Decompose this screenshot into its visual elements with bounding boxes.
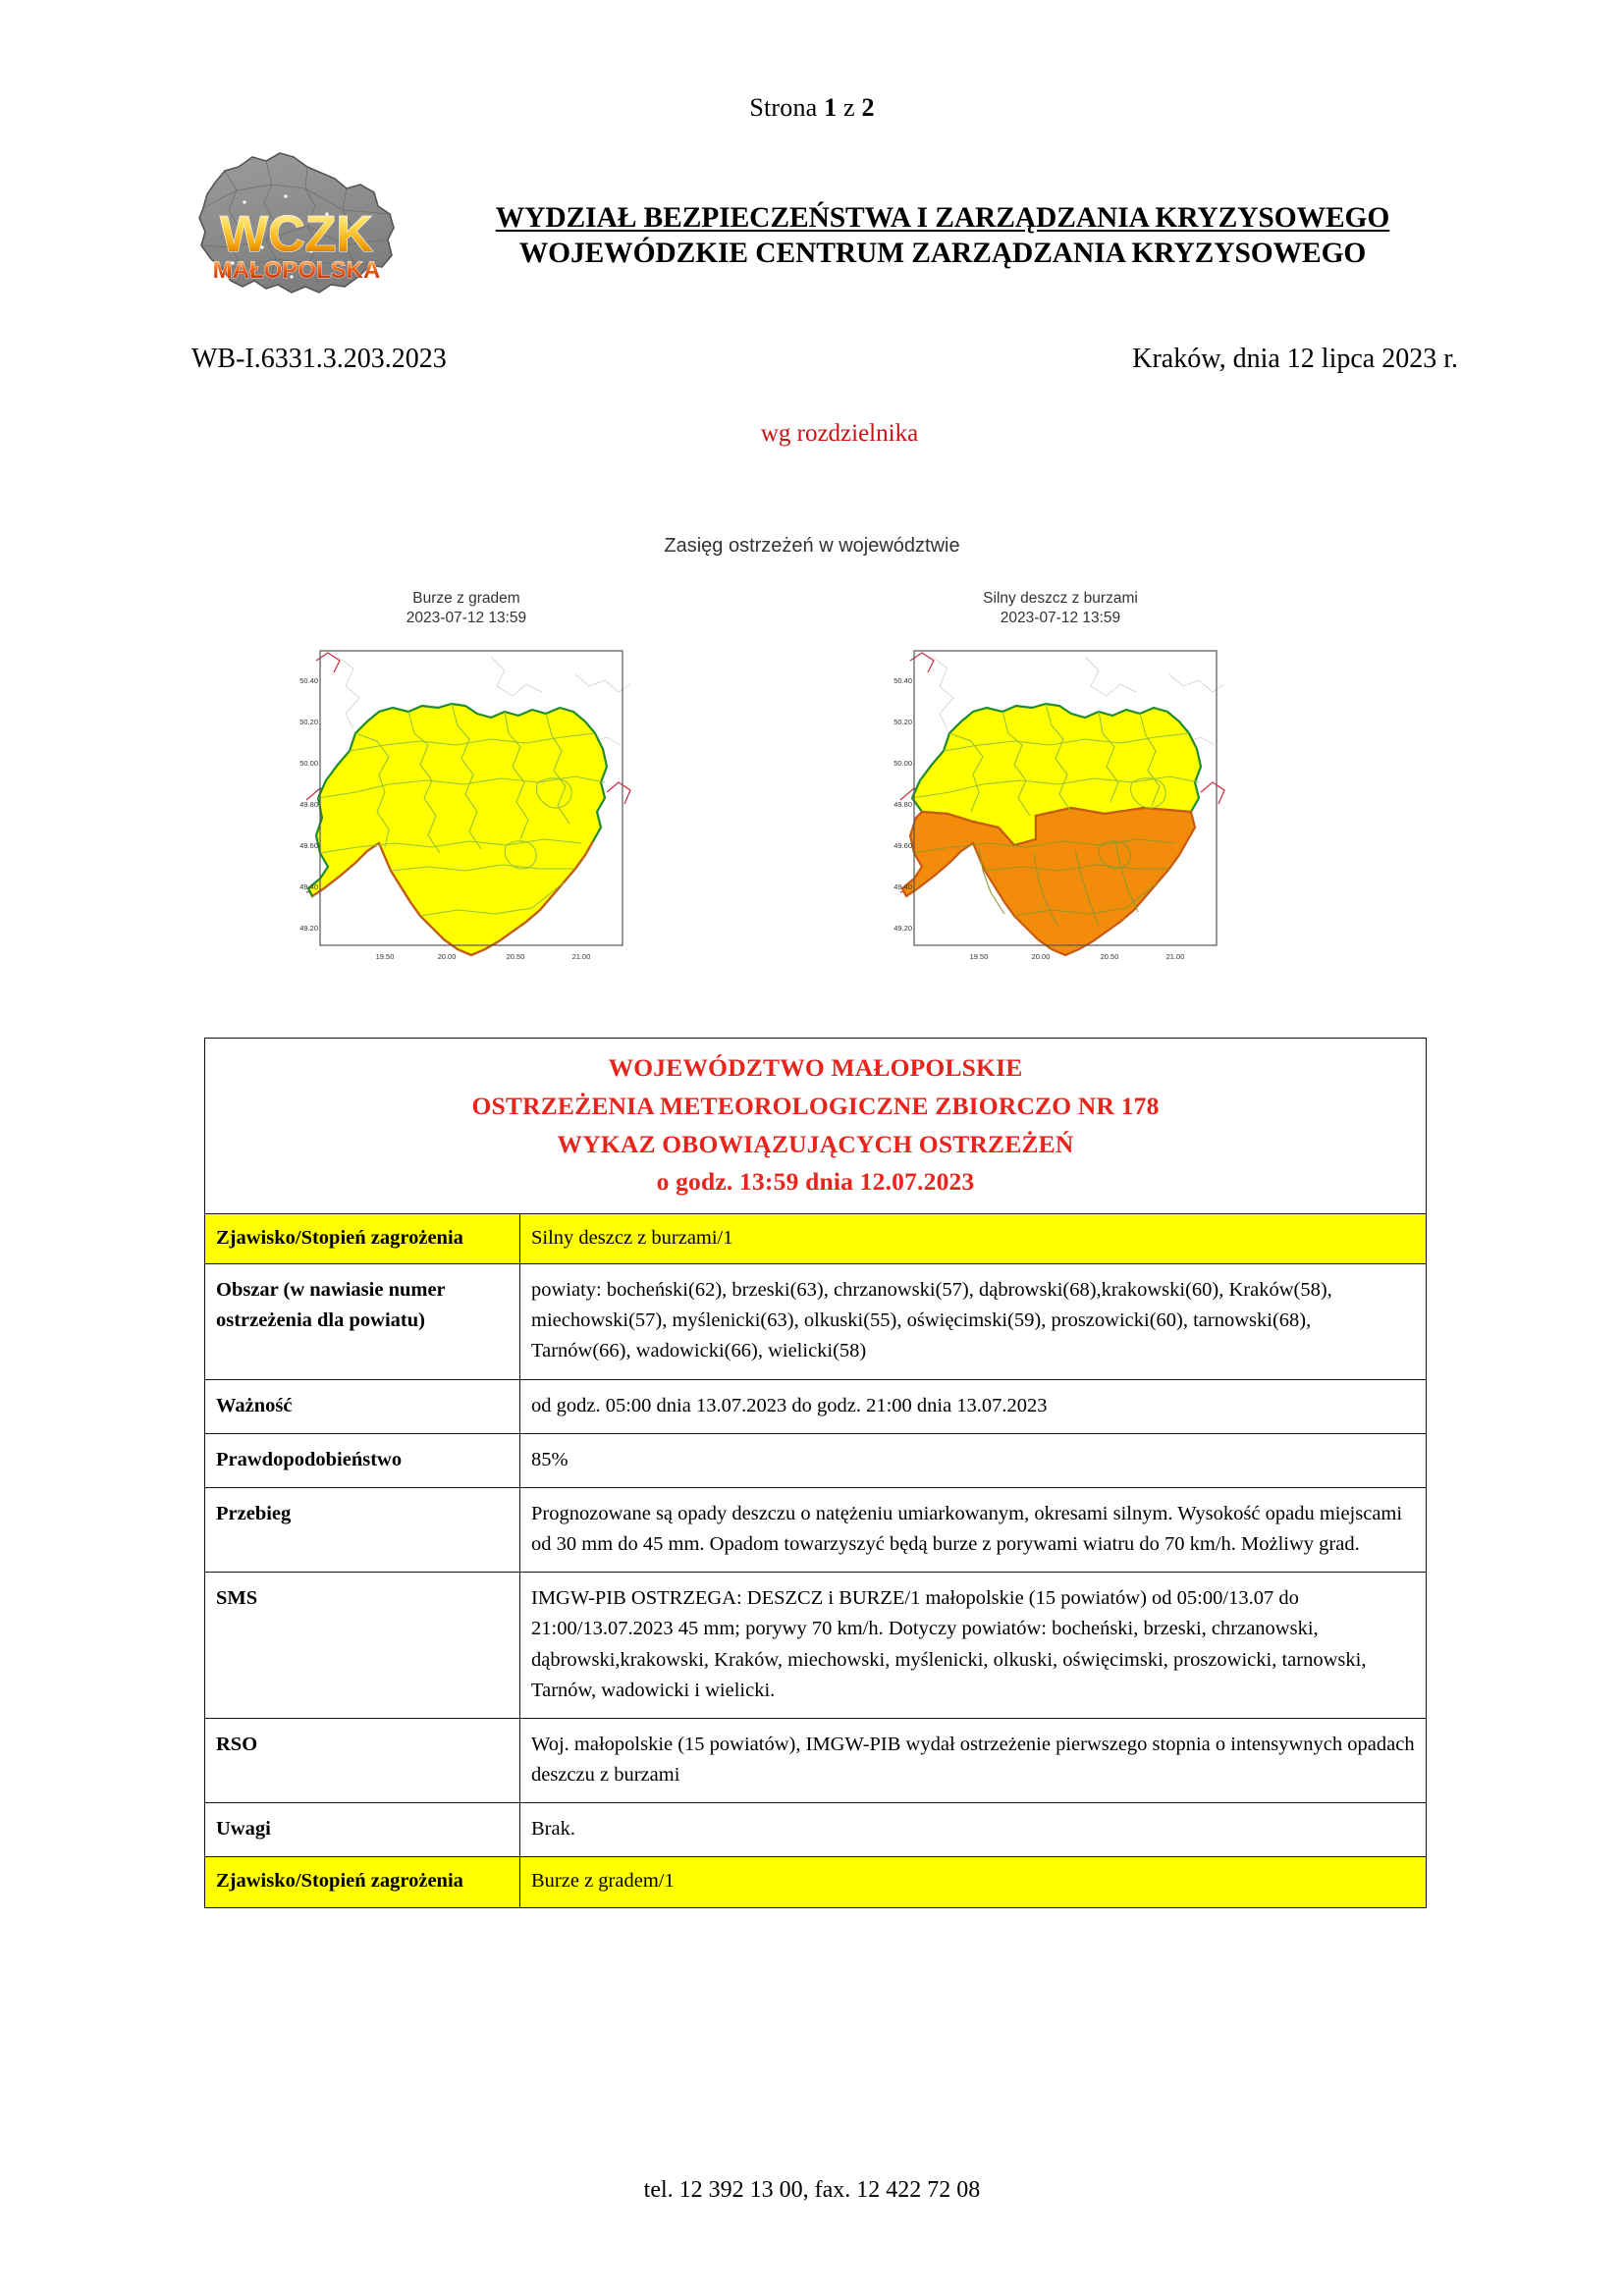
map-left-ytick-6: 49.20: [299, 923, 318, 933]
map-right-ytick-4: 49.60: [893, 840, 912, 850]
row-value: od godz. 05:00 dnia 13.07.2023 do godz. 21:00 dnia 13.07.2023: [520, 1379, 1427, 1433]
map-right-ytick-2: 50.00: [893, 758, 912, 768]
map-panel-silny-deszcz: [889, 589, 1232, 969]
department-title-line1: WYDZIAŁ BEZPIECZEŃSTWA I ZARZĄDZANIA KRYZYSOWEGO: [495, 202, 1390, 234]
map-right-ytick-6: 49.20: [893, 923, 912, 933]
map-left-xtick-1: 20.00: [437, 951, 457, 961]
case-number: WB-I.6331.3.203.2023: [191, 344, 447, 374]
row-label: Zjawisko/Stopień zagrożenia: [205, 1214, 520, 1264]
department-titles: [447, 201, 1438, 272]
table-row: [205, 1214, 1427, 1264]
wczk-logo-primary-text: WCZK: [220, 206, 373, 263]
heading-line2: OSTRZEŻENIA METEOROLOGICZNE ZBIORCZO NR 178: [471, 1091, 1160, 1120]
map-left-ytick-2: 50.00: [299, 758, 318, 768]
table-row: [205, 1857, 1427, 1907]
map-right-xtick-3: 21.00: [1165, 951, 1185, 961]
page-footer: [0, 2177, 1624, 2204]
row-value: powiaty: bocheński(62), brzeski(63), chrzanowski(57), dąbrowski(68),krakowski(60), Kraków(58), miechowski(57), myślenicki(63), olkuski(55), oświęcimski(59), proszowicki(60), tarnowski(68), Tarnów(66), wadowicki(66), wielicki(58): [520, 1264, 1427, 1379]
row-value: Brak.: [520, 1803, 1427, 1857]
map-left-ytick-1: 50.20: [299, 717, 318, 726]
row-label: Zjawisko/Stopień zagrożenia: [205, 1857, 520, 1907]
table-row: [205, 1433, 1427, 1487]
table-row: [205, 1718, 1427, 1802]
map-left-timestamp: 2023-07-12 13:59: [406, 609, 527, 626]
map-panel-burze-z-gradem: [295, 589, 638, 969]
warnings-table-body: [205, 1039, 1427, 1908]
table-row: [205, 1379, 1427, 1433]
map-right-ytick-0: 50.40: [893, 675, 912, 685]
table-row: [205, 1803, 1427, 1857]
row-label: Ważność: [205, 1379, 520, 1433]
map-right-ytick-1: 50.20: [893, 717, 912, 726]
row-value: Burze z gradem/1: [520, 1857, 1427, 1907]
row-label: Obszar (w nawiasie numer ostrzeżenia dla powiatu): [205, 1264, 520, 1379]
map-right-name: Silny deszcz z burzami: [983, 590, 1138, 607]
addressee-line: [0, 420, 1624, 448]
map-left-ytick-0: 50.40: [299, 675, 318, 685]
place-and-date: Kraków, dnia 12 lipca 2023 r.: [1132, 344, 1458, 374]
map-left-xtick-2: 20.50: [506, 951, 525, 961]
page-number: [0, 93, 1624, 123]
map-left-xtick-0: 19.50: [375, 951, 395, 961]
page-number-current: 1: [824, 93, 838, 122]
row-value: IMGW-PIB OSTRZEGA: DESZCZ i BURZE/1 małopolskie (15 powiatów) od 05:00/13.07 do 21:00/13.07.2023 45 mm; porywy 70 km/h. Dotyczy powiatów: bocheński, brzeski, chrzanowski, dąbrowski,krakowski, Kraków, miechowski, myślenicki, olkuski, oświęcimski, proszowicki, tarnowski, Tarnów, wadowicki i wielicki.: [520, 1573, 1427, 1719]
map-left-ytick-3: 49.80: [299, 799, 318, 809]
department-title-line2: WOJEWÓDZKIE CENTRUM ZARZĄDZANIA KRYZYSOWEGO: [518, 237, 1367, 269]
heading-line3: WYKAZ OBOWIĄZUJĄCYCH OSTRZEŻEŃ: [557, 1129, 1074, 1158]
map-left-ytick-5: 49.40: [299, 881, 318, 891]
row-value: Prognozowane są opady deszczu o natężeniu umiarkowanym, okresami silnym. Wysokość opadu miejscami od 30 mm do 45 mm. Opadom towarzyszyć będą burze z porywami wiatru do 70 km/h. Możliwy grad.: [520, 1487, 1427, 1572]
map-left-ytick-4: 49.60: [299, 840, 318, 850]
map-right-timestamp: 2023-07-12 13:59: [1000, 609, 1121, 626]
row-value: 85%: [520, 1433, 1427, 1487]
row-label: Uwagi: [205, 1803, 520, 1857]
row-label: Przebieg: [205, 1487, 520, 1572]
heading-line4: o godz. 13:59 dnia 12.07.2023: [656, 1167, 975, 1197]
row-value: Silny deszcz z burzami/1: [520, 1214, 1427, 1264]
map-right-xtick-1: 20.00: [1031, 951, 1051, 961]
page-number-total: 2: [861, 93, 875, 122]
table-row: [205, 1264, 1427, 1379]
row-label: Prawdopodobieństwo: [205, 1433, 520, 1487]
page-number-separator: z: [843, 93, 855, 122]
warnings-table-heading-cell: [205, 1039, 1427, 1214]
warning-map-left: [295, 635, 638, 969]
warnings-table: [204, 1038, 1427, 1908]
row-value: Woj. małopolskie (15 powiatów), IMGW-PIB wydał ostrzeżenie pierwszego stopnia o intensywnych opadach deszczu z burzami: [520, 1718, 1427, 1802]
heading-line1: WOJEWÓDZTWO MAŁOPOLSKIE: [608, 1053, 1023, 1082]
row-label: SMS: [205, 1573, 520, 1719]
map-left-name: Burze z gradem: [412, 590, 520, 607]
row-label: RSO: [205, 1718, 520, 1802]
map-right-xtick-0: 19.50: [969, 951, 989, 961]
map-right-ytick-5: 49.40: [893, 881, 912, 891]
warning-map-right: [889, 635, 1232, 969]
warnings-table-heading-row: [205, 1039, 1427, 1214]
map-right-ytick-3: 49.80: [893, 799, 912, 809]
maps-section-title: Zasięg ostrzeżeń w województwie: [664, 535, 960, 557]
wczk-logo-secondary-text: MAŁOPOLSKA: [212, 257, 381, 284]
wczk-logo: [182, 137, 412, 309]
table-row: [205, 1487, 1427, 1572]
reference-line: [191, 344, 1458, 375]
map-left-xtick-3: 21.00: [571, 951, 591, 961]
addressee-text: wg rozdzielnika: [760, 420, 919, 447]
wczk-logo-icon: [182, 137, 412, 309]
contact-info: tel. 12 392 13 00, fax. 12 422 72 08: [643, 2177, 981, 2203]
page-number-prefix: Strona: [749, 93, 818, 122]
map-caption-right: [889, 589, 1232, 628]
table-row: [205, 1573, 1427, 1719]
map-caption-left: [295, 589, 638, 628]
map-right-xtick-2: 20.50: [1100, 951, 1119, 961]
